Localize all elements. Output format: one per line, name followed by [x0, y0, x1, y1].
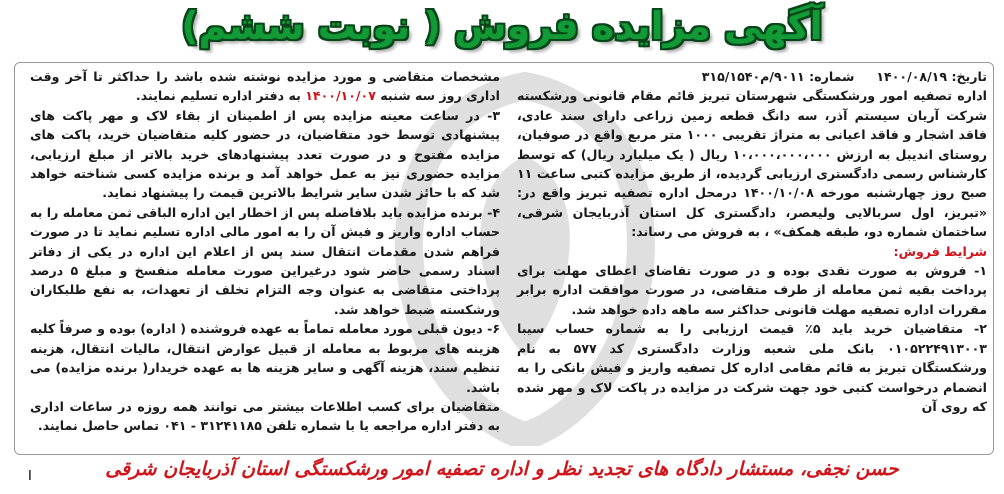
- notice-number: ۹۰۱۱/م۳۱۵/۱۵۴۰: [701, 69, 805, 84]
- date-label: تاریخ:: [951, 69, 987, 84]
- deadline-date: ۱۴۰۰/۱۰/۰۷: [305, 88, 376, 104]
- number-label: شماره:: [809, 69, 855, 84]
- date-line: [517, 67, 987, 86]
- signature-footer: حسن نجفی، مستشار دادگاه های تجدید نظر و اداره تصفیه امور ورشکستگی استان آذربایجان شرقی: [105, 458, 899, 480]
- condition-6: ۶- دیون قبلی مورد معامله تماماً به عهده فروشنده ( اداره) بوده و صرفاً کلیه هزینه های مربوط به معامله از قبیل عوارض انتقال، مالیات انتقال، هزینه تنظیم سند، هزینه آگهی و سایر هزینه ها به عهده خریدار( برنده مزایده) می باشد.: [30, 321, 500, 395]
- condition-2-continued: [30, 67, 500, 106]
- notice-title: آگهی مزایده فروش ( نوبت ششم): [181, 4, 823, 48]
- condition-2: ۲- متقاضیان خرید باید ۵٪ قیمت ارزیابی را به شماره حساب سیبا ۰۱۰۵۲۲۴۹۱۳۰۰۳ بانک ملی شعبه وزارت دادگستری کد ۵۷۷ به نام ورشکستگان تبریز به قائم مقامی اداره کل تصفیه واریز و فیش بانکی را به انضمام درخواست کتبی خود جهت شرکت در مزایده در پاکت لاک و مهر شده که روی آن: [517, 321, 987, 414]
- continuation-end: به دفتر اداره تسلیم نمایند.: [135, 88, 301, 104]
- right-column: [517, 67, 987, 416]
- condition-3: ۳- در ساعت معینه مزایده پس از اطمینان از بقاء لاک و مهر پاکت های پیشنهادی توسط خود متقاضیان، در حضور کلیه متقاضیان خرید، پاکت های مزایده مفتوح و در صورت تعدد پیشنهادهای خرید بالاتر از مبلغ ارزیابی، مزایده حضوری نیز به عمل خواهد آمد و برنده مزایده کسی شناخته خواهد شد که با حائز شدن سایر شرایط بالاترین قیمت را پیشنهاد نماید.: [30, 107, 500, 201]
- text-cursor-icon: I: [28, 469, 32, 484]
- condition-1: ۱- فروش به صورت نقدی بوده و در صورت تقاضای اعطای مهلت برای پرداخت بقیه ثمن معامله از طرف متقاضی، در صورت موافقت اداره برابر مقررات اداره تصفیه مهلت قانونی حداکثر سه ماهه داده خواهد شد.: [517, 263, 987, 317]
- notice-date: ۱۴۰۰/۰۸/۱۹: [876, 69, 948, 84]
- intro-paragraph: اداره تصفیه امور ورشکستگی شهرستان تبریز قائم مقام قانونی ورشکسته شرکت آریان سیستم آذر، سه دانگ قطعه زمین زراعی دارای سند عادی، فاقد اشجار و فاقد اعیانی به متراژ تقریبی ۱۰۰۰ متر مربع واقع در صوفیان، روستای اندیبل به ارزش ۱۰،۰۰۰،۰۰۰،۰۰۰ ریال ( یک میلیارد ریال) که توسط کارشناس رسمی دادگستری ارزیابی گردیده، از طریق مزایده کتبی ساعت ۱۱ صبح روز چهارشنبه مورخه ۱۴۰۰/۱۰/۰۸ درمحل اداره تصفیه تبریز واقع در: «تبریز، اول سربالایی ولیعصر، دادگستری کل استان آذربایجان شرقی، ساختمان شماره دو، طبقه همکف» ، به فروش می رساند:: [517, 88, 987, 240]
- continuation-text: مشخصات متقاضی و مورد مزایده نوشته شده باشد را حداکثر تا آخر وقت اداری روز سه شنبه: [30, 69, 500, 104]
- closing-paragraph: متقاضیان برای کسب اطلاعات بیشتر می توانند همه روزه در ساعات اداری به دفتر اداره مراجعه یا با شماره تلفن ۳۱۲۴۱۱۸۵ - ۰۴۱ تماس حاصل نمایند.: [30, 398, 500, 434]
- conditions-heading: شرایط فروش:: [893, 243, 987, 259]
- left-column: [30, 67, 500, 436]
- condition-4: ۴- برنده مزایده باید بلافاصله پس از اخطار این اداره الباقی ثمن معامله را به حساب اداره واریز و فیش آن را به امور مالی اداره تسلیم نماید تا در صورت فراهم شدن مقدمات انتقال سند پس از اعلام این اداره در یکی از دفاتر اسناد رسمی حاضر شود درغیراین صورت معامله منفسخ و مبلغ ۵ درصد پرداختی متقاضی به عنوان وجه التزام تخلف از تعهدات، به نفع طلبکاران ورشکسته ضبط خواهد شد.: [30, 204, 500, 317]
